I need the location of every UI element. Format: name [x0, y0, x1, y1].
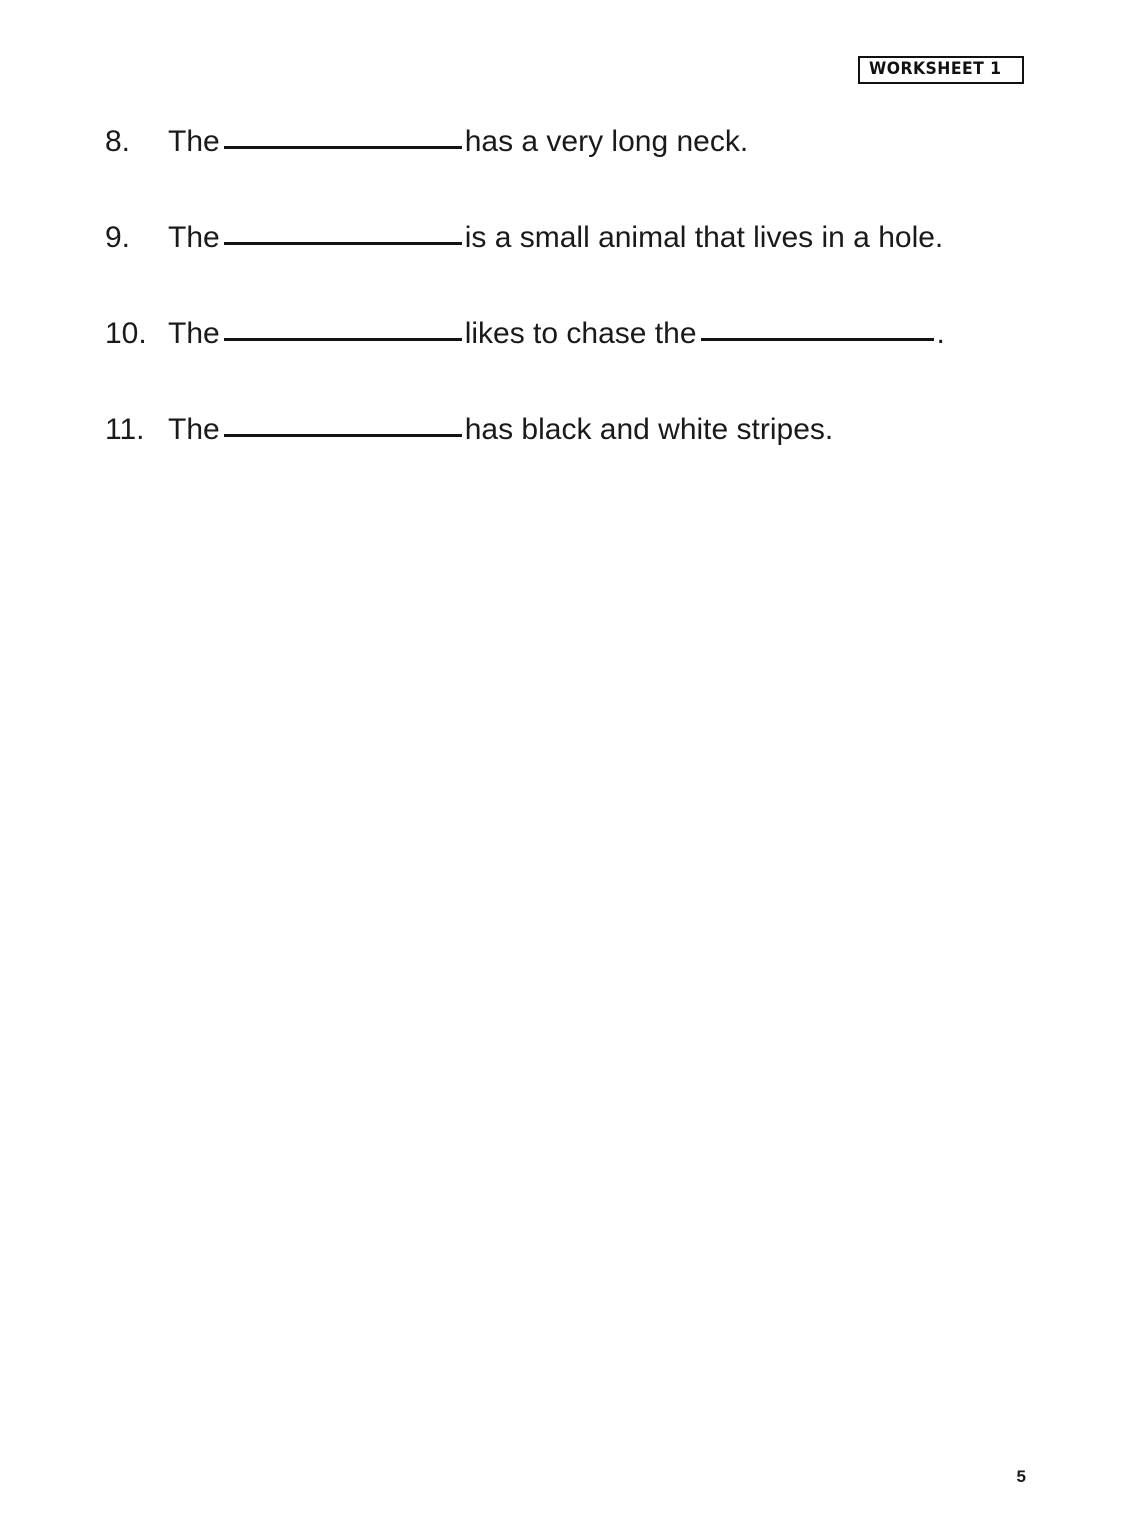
worksheet-badge: [858, 56, 1024, 84]
question-number: 9.: [105, 221, 131, 254]
question-number: 8.: [105, 125, 131, 158]
question-lead-text: The: [168, 413, 220, 446]
question-list: [105, 126, 1065, 510]
question-middle-text: likes to chase the: [464, 317, 697, 350]
question-trailing-text: is a small animal that lives in a hole.: [464, 221, 944, 254]
answer-blank-1[interactable]: [224, 434, 462, 437]
question-body: [168, 318, 1065, 350]
question-item: [105, 414, 1065, 510]
question-item: [105, 126, 1065, 222]
worksheet-badge-label: WORKSHEET 1: [868, 59, 1002, 79]
question-trailing-text: has black and white stripes.: [464, 413, 834, 446]
worksheet-badge-box: [858, 56, 1024, 84]
question-item: [105, 318, 1065, 414]
question-item: [105, 222, 1065, 318]
question-trailing-text: .: [936, 317, 945, 350]
question-body: [168, 414, 1065, 446]
answer-blank-2[interactable]: [701, 338, 934, 341]
question-number: 11.: [105, 413, 145, 446]
answer-blank-1[interactable]: [224, 146, 462, 149]
question-body: [168, 126, 1065, 158]
question-lead-text: The: [168, 125, 220, 158]
question-number: 10.: [105, 317, 147, 350]
page-number: 5: [1016, 1467, 1026, 1486]
answer-blank-1[interactable]: [224, 242, 462, 245]
question-body: [168, 222, 1065, 254]
question-lead-text: The: [168, 317, 220, 350]
question-lead-text: The: [168, 221, 220, 254]
question-trailing-text: has a very long neck.: [464, 125, 749, 158]
answer-blank-1[interactable]: [224, 338, 462, 341]
